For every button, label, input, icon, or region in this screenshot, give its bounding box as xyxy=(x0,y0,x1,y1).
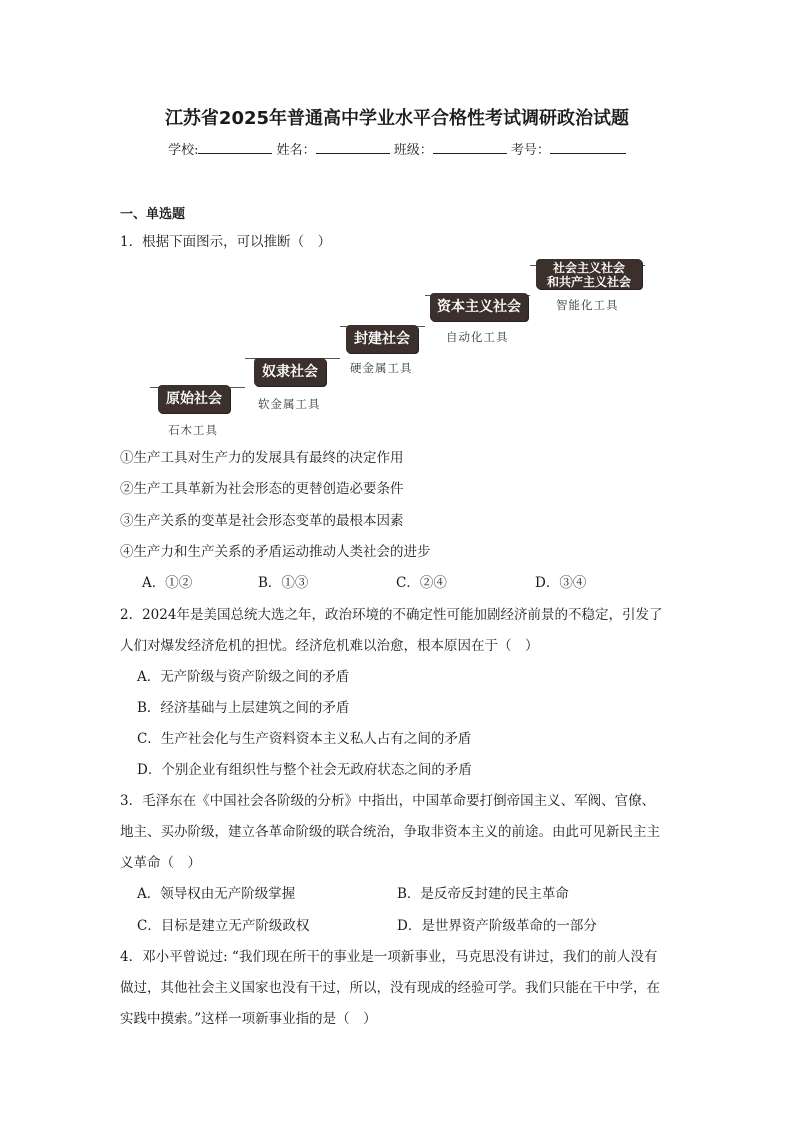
tool-label: 硬金属工具 xyxy=(350,361,413,375)
question-3-stem-line1: 3．毛泽东在《中国社会各阶级的分析》中指出，中国革命要打倒帝国主义、军阀、官僚、 xyxy=(120,793,656,809)
tool-label: 石木工具 xyxy=(168,423,218,437)
school-blank xyxy=(198,140,272,154)
section-heading: 一、单选题 xyxy=(120,207,186,222)
society-stages-diagram xyxy=(150,255,660,445)
question-3-option-c[interactable]: C．目标是建立无产阶级政权 xyxy=(137,918,310,934)
question-3-option-d[interactable]: D．是世界资产阶级革命的一部分 xyxy=(397,918,597,934)
stage-capitalist-society: 资本主义社会 xyxy=(430,293,528,321)
question-3-option-b[interactable]: B．是反帝反封建的民主革命 xyxy=(397,886,569,902)
name-label: 姓名： xyxy=(276,143,316,158)
stage-socialist-communist-society xyxy=(536,259,642,289)
tool-label: 自动化工具 xyxy=(446,330,509,344)
question-2-stem-line2: 人们对爆发经济危机的担忧。经济危机难以治愈，根本原因在于（ ） xyxy=(120,638,539,654)
tool-label: 软金属工具 xyxy=(258,397,321,411)
question-1-option-b[interactable]: B．①③ xyxy=(258,575,309,591)
question-2-option-c[interactable]: C．生产社会化与生产资料资本主义私人占有之间的矛盾 xyxy=(137,731,472,747)
class-blank xyxy=(433,140,507,154)
question-4-stem-line2: 做过，其他社会主义国家也没有干过，所以，没有现成的经验可学。我们只能在干中学，在 xyxy=(120,980,660,996)
question-1-option-a[interactable]: A．①② xyxy=(142,575,193,591)
class-label: 班级： xyxy=(393,143,433,158)
question-1-statement-2: ②生产工具革新为社会形态的更替创造必要条件 xyxy=(120,481,404,497)
student-info-line xyxy=(0,139,794,158)
question-2-option-a[interactable]: A．无产阶级与资产阶级之间的矛盾 xyxy=(137,669,350,685)
question-4-stem-line1: 4．邓小平曾说过: “我们现在所干的事业是一项新事业，马克思没有讲过，我们的前人没有 xyxy=(120,949,658,965)
question-1-statement-4: ④生产力和生产关系的矛盾运动推动人类社会的进步 xyxy=(120,544,431,560)
question-1-statement-3: ③生产关系的变革是社会形态变革的最根本因素 xyxy=(120,513,404,529)
tool-label: 智能化工具 xyxy=(556,298,619,312)
question-3-stem-line2: 地主、买办阶级，建立各革命阶级的联合统治，争取非资本主义的前途。由此可见新民主主 xyxy=(120,824,660,840)
stage5-line2: 和共产主义社会 xyxy=(546,275,631,289)
question-1-option-d[interactable]: D．③④ xyxy=(535,575,587,591)
question-4-stem-line3: 实践中摸索。”这样一项新事业指的是（ ） xyxy=(120,1011,377,1027)
name-blank xyxy=(316,140,390,154)
stage-slave-society: 奴隶社会 xyxy=(254,358,326,386)
number-blank xyxy=(550,140,626,154)
stage-feudal-society: 封建社会 xyxy=(346,325,418,353)
page-title: 江苏省2025年普通高中学业水平合格性考试调研政治试题 xyxy=(164,108,630,129)
number-label: 考号： xyxy=(510,143,550,158)
question-2-stem-line1: 2．2024年是美国总统大选之年，政治环境的不确定性可能加剧经济前景的不稳定，引发了 xyxy=(120,607,663,623)
question-2-option-d[interactable]: D．个别企业有组织性与整个社会无政府状态之间的矛盾 xyxy=(137,762,472,778)
question-1-statement-1: ①生产工具对生产力的发展具有最终的决定作用 xyxy=(120,450,404,466)
question-2-option-b[interactable]: B．经济基础与上层建筑之间的矛盾 xyxy=(137,700,350,716)
question-1-option-c[interactable]: C．②④ xyxy=(396,575,447,591)
question-3-option-a[interactable]: A．领导权由无产阶级掌握 xyxy=(137,886,296,902)
stage-primitive-society: 原始社会 xyxy=(158,385,230,413)
school-label: 学校: xyxy=(168,143,199,158)
stage5-line1: 社会主义社会 xyxy=(552,261,625,275)
question-3-stem-line3: 义革命（ ） xyxy=(120,855,201,871)
question-1-stem: 1．根据下面图示，可以推断（ ） xyxy=(120,234,332,250)
